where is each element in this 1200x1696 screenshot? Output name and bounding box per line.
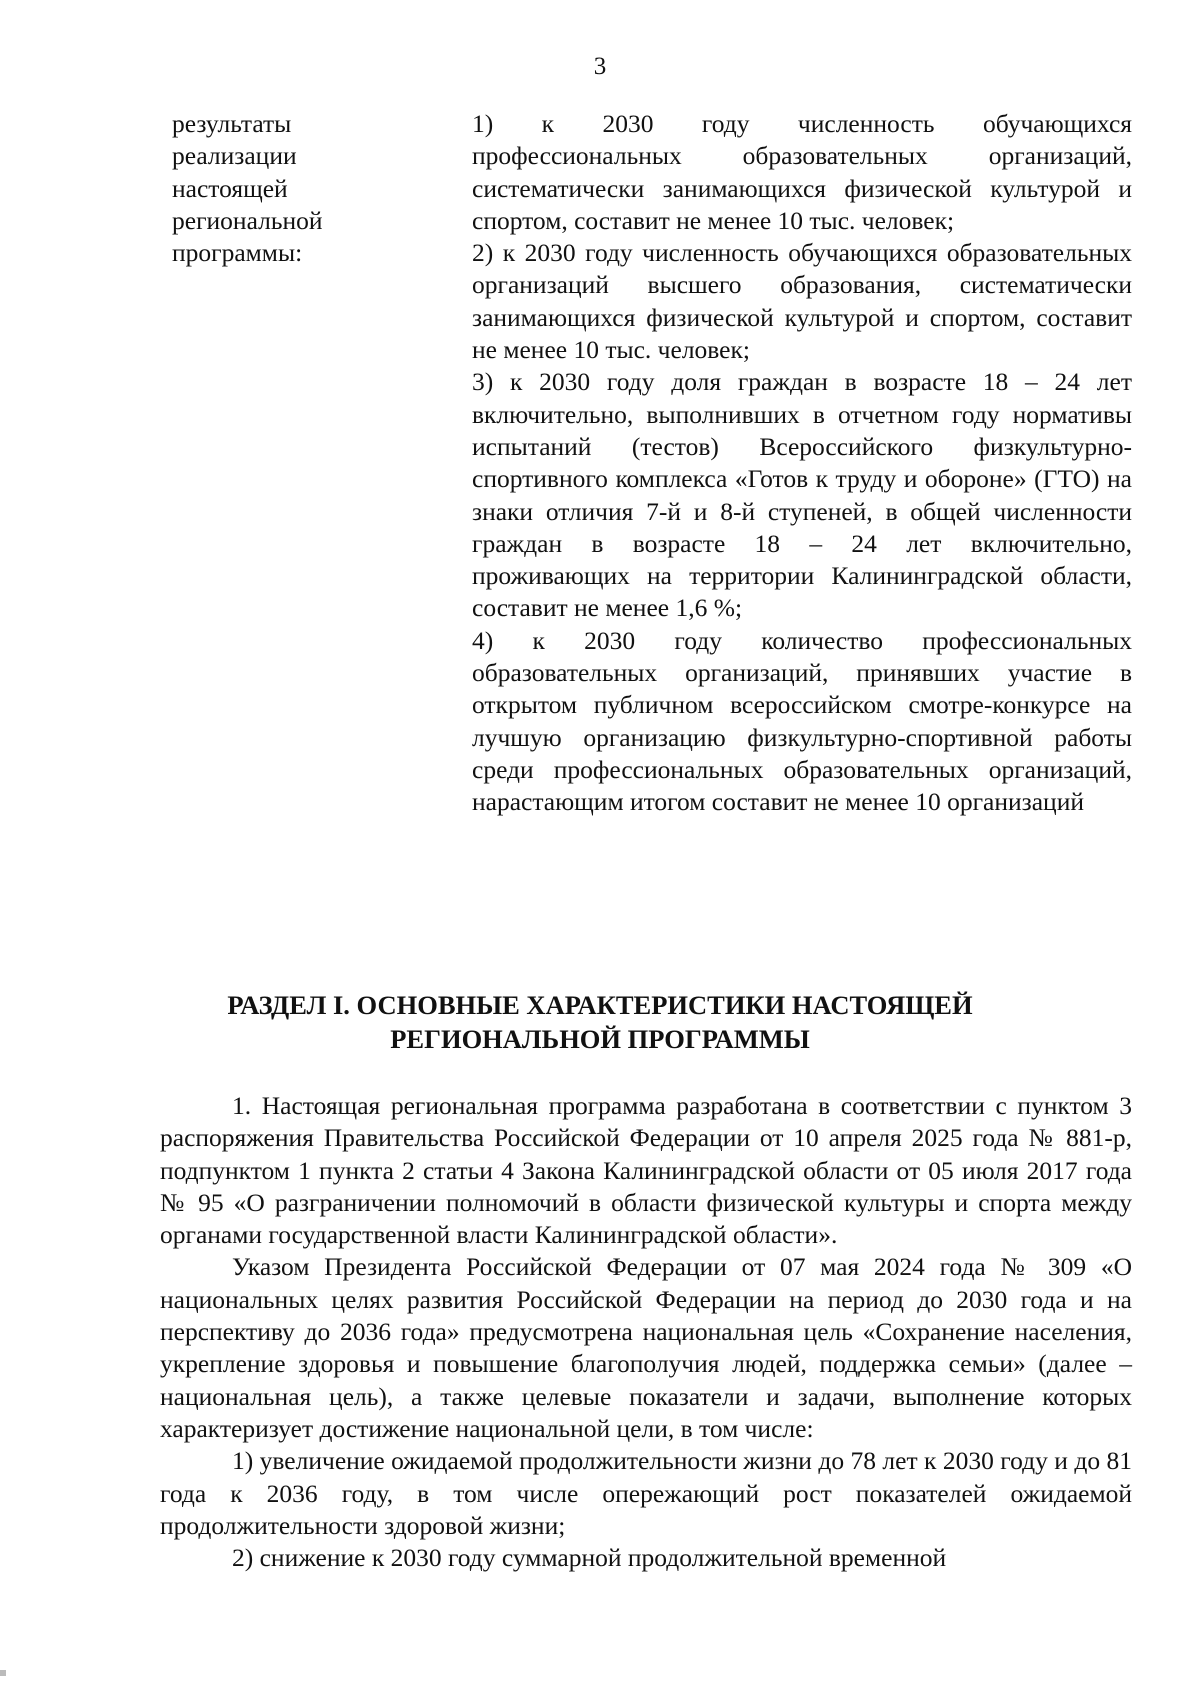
label-line: программы: — [172, 238, 303, 268]
label-line: результаты — [172, 109, 292, 138]
page-number: 3 — [593, 53, 607, 80]
paragraph: 2) снижение к 2030 году суммарной продолжительной временной — [232, 1543, 947, 1573]
label-line: реализации — [172, 141, 297, 171]
label-line: региональной — [172, 205, 323, 235]
paragraph: 1) увеличение ожидаемой продолжительности жизни до 78 лет к 2030 году и до 81 года к 2036 году, в том числе опережающий рост показателей ожидаемой продолжительности здоровой жизни; — [160, 1446, 1132, 1540]
expected-results-list — [472, 108, 1132, 819]
expected-results-label — [172, 108, 412, 269]
result-item: 4) к 2030 году количество профессиональных образовательных организаций, принявших участие в открытом публичном всероссийском смотре-конкурсе на лучшую организацию физкультурно-спортивной работы среди профессиональных образовательных организаций, нарастающим итогом составит не менее 10 организаций — [472, 625, 1132, 817]
result-item: 3) к 2030 году доля граждан в возрасте 18 – 24 лет включительно, выполнивших в отчетном году нормативы испытаний (тестов) Всероссийского физкультурно-спортивного комплекса «Готов к труду и обороне» (ГТО) на знаки отличия 7-й и 8-й ступеней, в общей численности граждан в возрасте 18 – 24 лет включительно, проживающих на территории Калининградской области, составит не менее 1,6 %; — [472, 367, 1132, 623]
body-text — [160, 1090, 1132, 1574]
result-item: 1) к 2030 году численность обучающихся профессиональных образовательных организаций, систематически занимающихся физической культурой и спортом, составит не менее 10 тыс. человек; — [472, 109, 1132, 235]
section-heading-line: РАЗДЕЛ I. ОСНОВНЫЕ ХАРАКТЕРИСТИКИ НАСТОЯЩЕЙ — [227, 990, 973, 1020]
section-heading-line: РЕГИОНАЛЬНОЙ ПРОГРАММЫ — [390, 1024, 810, 1054]
paragraph: Указом Президента Российской Федерации от 07 мая 2024 года № 309 «О национальных целях развития Российской Федерации на период до 2030 года и на перспективу до 2036 года» предусмотрена национальная цель «Сохранение населения, укрепление здоровья и повышение благополучия людей, поддержка семьи» (далее – национальная цель), а также целевые показатели и задачи, выполнение которых характеризует достижение национальной цели, в том числе: — [160, 1252, 1132, 1443]
section-heading — [0, 988, 1200, 1056]
paragraph: 1. Настоящая региональная программа разработана в соответствии с пунктом 3 распоряжения Правительства Российской Федерации от 10 апреля 2025 года № 881-р, подпунктом 1 пункта 2 статьи 4 Закона Калининградской области от 05 июля 2017 года № 95 «О разграничении полномочий в области физической культуры и спорта между органами государственной власти Калининградской области». — [160, 1091, 1132, 1250]
label-line: настоящей — [172, 173, 288, 203]
result-item: 2) к 2030 году численность обучающихся образовательных организаций высшего образования, систематически занимающихся физической культурой и спортом, составит не менее 10 тыс. человек; — [472, 238, 1132, 365]
scan-edge-mark — [0, 1670, 6, 1676]
